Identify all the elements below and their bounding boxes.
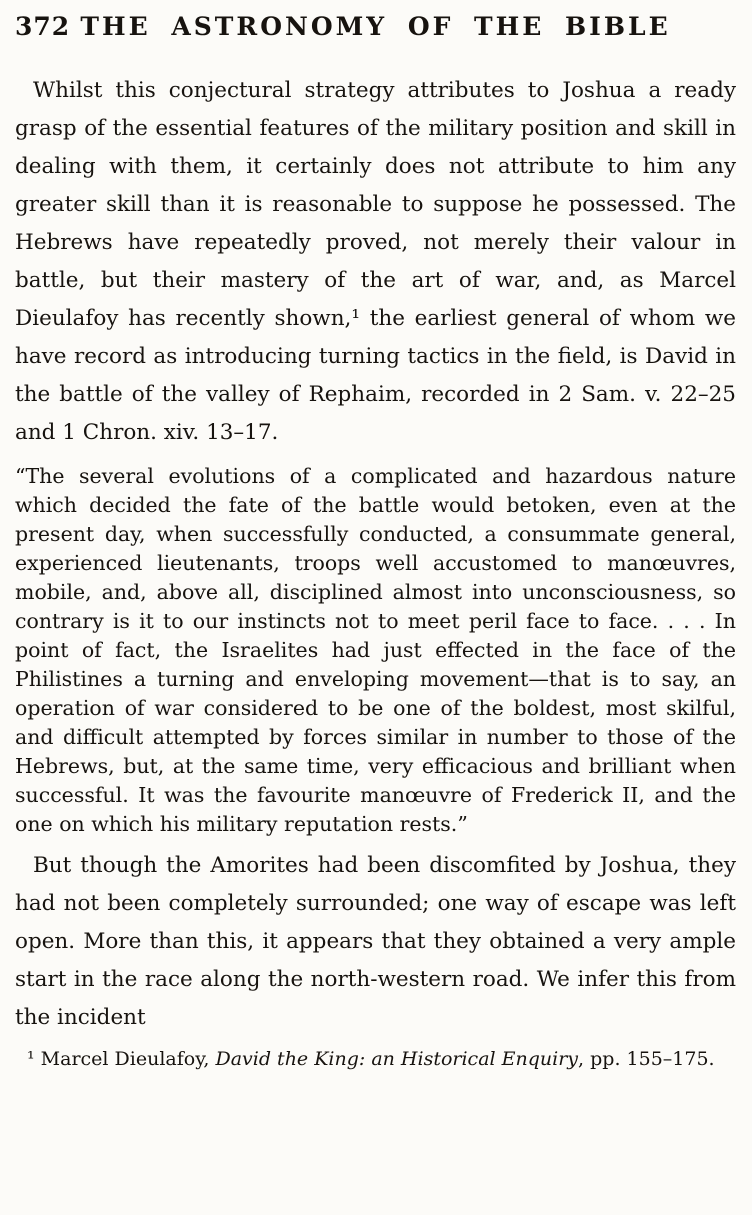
footnote-citation-pre: ¹ Marcel Dieulafoy, xyxy=(27,1048,216,1070)
page-header xyxy=(15,12,736,46)
footnote xyxy=(15,1046,736,1073)
page-body xyxy=(15,72,736,1037)
block-quotation-dieulafoy: “The several evolutions of a complicated and hazardous nature which decided the fate of the battle would betoken, even at the present day, when successfully conducted, a consummate general, experienced lieutenants, troops well accustomed to manœuvres, mobile, and, above all, disciplined almost into unconsciousness, so contrary is it to our instincts not to meet peril face to face. . . . In point of fact, the Israelites had just effected in the face of the Philistines a turning and enveloping movement—that is to say, an operation of war considered to be one of the boldest, most skilful, and difficult attempted by forces similar in number to those of the Hebrews, but, at the same time, very efficacious and brilliant when successful. It was the favourite manœuvre of Frederick II, and the one on which his military reputation rests.” xyxy=(15,464,736,836)
footnote-book-title: David the King: an Historical Enquiry xyxy=(215,1048,579,1070)
footnote-citation-post: , pp. 155–175. xyxy=(578,1048,715,1070)
running-title: THE ASTRONOMY OF THE BIBLE xyxy=(80,12,671,41)
paragraph-amorites-escape: But though the Amorites had been discomfited by Joshua, they had not been completely surrounded; one way of escape was left open. More than this, it appears that they obtained a very ample start in the race along the north-western road. We infer this from the incident xyxy=(15,853,736,1030)
page-number: 372 xyxy=(15,12,71,41)
paragraph-joshua-strategy: Whilst this conjectural strategy attributes to Joshua a ready grasp of the essential features of the military position and skill in dealing with them, it certainly does not attribute to him any greater skill than it is reasonable to suppose he possessed. The Hebrews have repeatedly proved, not merely their valour in battle, but their mastery of the art of war, and, as Marcel Dieulafoy has recently shown,¹ the earliest general of whom we have record as introducing turning tactics in the field, is David in the battle of the valley of Rephaim, recorded in 2 Sam. v. 22–25 and 1 Chron. xiv. 13–17. xyxy=(15,78,736,445)
